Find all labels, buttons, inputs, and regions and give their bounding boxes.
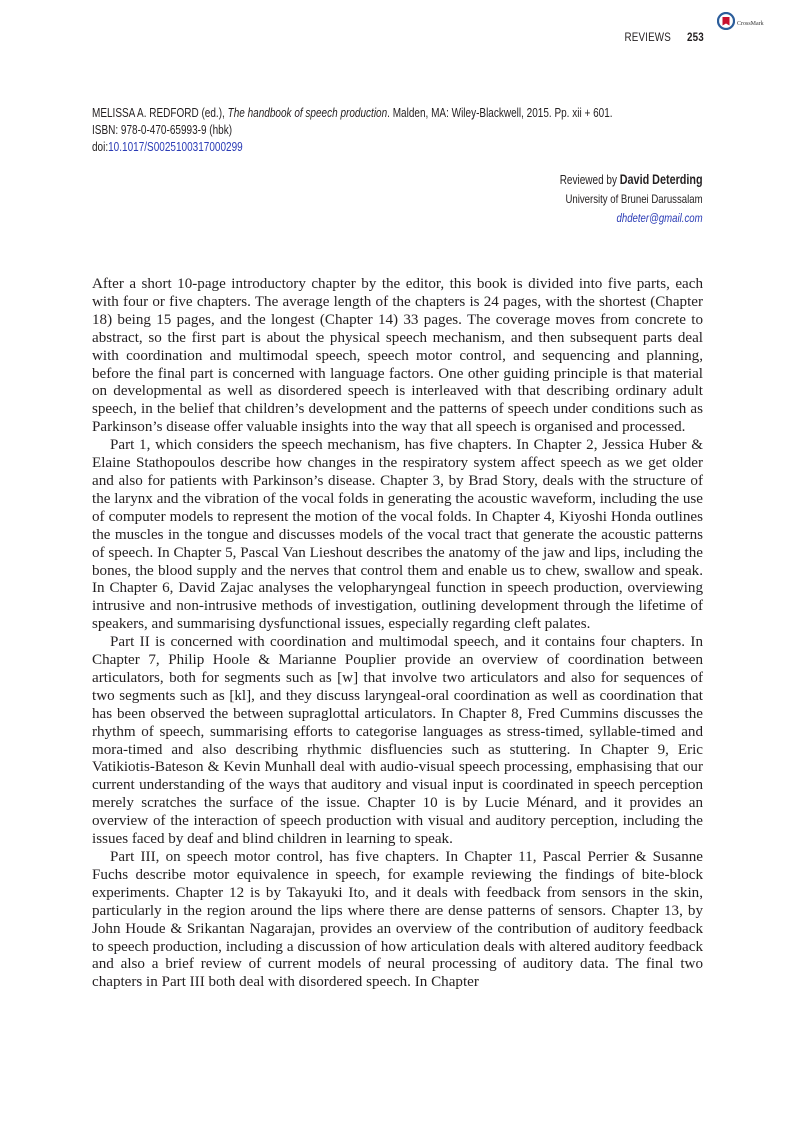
doi-prefix: doi: — [92, 140, 109, 154]
citation-line — [92, 105, 613, 122]
review-body — [92, 276, 703, 992]
reviewer-name: David Deterding — [620, 172, 703, 187]
running-head — [625, 30, 704, 44]
paragraph-part-2: Part II is concerned with coordination and multimodal speech, and it contains four chapters. In Chapter 7, Philip Hoole & Marianne Pouplier provide an overview of coordination between articulators, both for segments such as [w] that involve two articulators and also for sequences of two segments such as [kl], and they discuss laryngeal-oral coordination as well as coordination that has been observed the between supraglottal articulators. In Chapter 8, Fred Cummins discusses the rhythm of speech, summarising efforts to categorise languages as stress-timed, syllable-timed and mora-timed and also describing rhythmic disfluencies such as stuttering. In Chapter 9, Eric Vatikiotis-Bateson & Kevin Munhall deal with audio-visual speech processing, emphasising that our current understanding of the ways that auditory and visual input is coordinated in speech perception merely scratches the surface of the issue. Chapter 10 is by Lucie Ménard, and it provides an overview of the interaction of speech production with visual and auditory perception, including the issues faced by deaf and blind children in learning to speak. — [92, 634, 703, 848]
citation-isbn: ISBN: 978-0-470-65993-9 (hbk) — [92, 123, 233, 137]
page-number: 253 — [687, 30, 704, 44]
crossmark-label: CrossMark — [737, 20, 764, 27]
paragraph-part-1: Part 1, which considers the speech mechanism, has five chapters. In Chapter 2, Jessica Huber & Elaine Stathopoulos describe how changes in the respiratory system affect speech as we get older and also for patients with Parkinson’s disease. Chapter 3, by Brad Story, deals with the structure of the larynx and the vibration of the vocal folds in generating the acoustic waveform, including the use of computer models to represent the motion of the vocal folds. In Chapter 4, Kiyoshi Honda outlines the muscles in the tongue and discusses models of the vocal tract that generate the acoustic patterns of speech. In Chapter 5, Pascal Van Lieshout describes the anatomy of the jaw and lips, including the bones, the blood supply and the nerves that control them and enable us to chew, swallow and speak. In Chapter 6, David Zajac analyses the velopharyngeal function in speech production, overviewing intrusive and non-intrusive methods of investigation, outlining development through the lifetime of speakers, and summarising dysfunctional issues, especially regarding cleft palates. — [92, 437, 703, 633]
citation-author: MELISSA A. REDFORD (ed.), — [92, 106, 228, 120]
book-citation — [92, 105, 613, 156]
reviewer-block — [560, 170, 703, 228]
doi-link[interactable]: 10.1017/S0025100317000299 — [108, 140, 243, 154]
reviewer-email-link[interactable]: dhdeter@gmail.com — [616, 211, 703, 225]
citation-doi-line — [92, 139, 613, 156]
citation-book-title: The handbook of speech production — [227, 106, 388, 120]
section-label: REVIEWS — [624, 30, 672, 44]
reviewer-affiliation: University of Brunei Darussalam — [565, 192, 703, 206]
reviewer-prefix: Reviewed by — [560, 173, 621, 187]
crossmark-icon — [717, 12, 735, 35]
paragraph-part-3: Part III, on speech motor control, has five chapters. In Chapter 11, Pascal Perrier & Susanne Fuchs describe motor equivalence in speech, for example reviewing the findings of bite-block experiments. Chapter 12 is by Takayuki Ito, and it deals with feedback from sensors in the skin, particularly in the region around the lips where there are dense patterns of sensors. Chapter 13, by John Houde & Srikantan Nagarajan, provides an overview of the contribution of auditory feedback to speech production, including a discussion of how articulation deals with altered auditory feedback and also a brief review of current models of neural processing of auditory data. The final two chapters in Part III both deal with disordered speech. In Chapter — [92, 849, 703, 991]
citation-publication: . Malden, MA: Wiley-Blackwell, 2015. Pp. xii + 601. — [387, 106, 613, 120]
reviewer-line — [560, 170, 703, 190]
paragraph-intro: After a short 10-page introductory chapter by the editor, this book is divided into five parts, each with four or five chapters. The average length of the chapters is 24 pages, with the shortest (Chapter 18) being 15 pages, and the longest (Chapter 14) 33 pages. The coverage moves from concrete to abstract, so the first part is about the physical speech mechanism, and then subsequent parts deal with coordination and multimodal speech, speech motor control, and sequencing and planning, before the final part is concerned with language factors. One other guiding principle is that material on developmental as well as disordered speech is interleaved with that describing ordinary adult speech, in the belief that children’s development and the patterns of speech under conditions such as Parkinson’s disease offer valuable insights into the way that all speech is organised and processed. — [92, 276, 703, 436]
crossmark-badge[interactable] — [717, 12, 764, 35]
